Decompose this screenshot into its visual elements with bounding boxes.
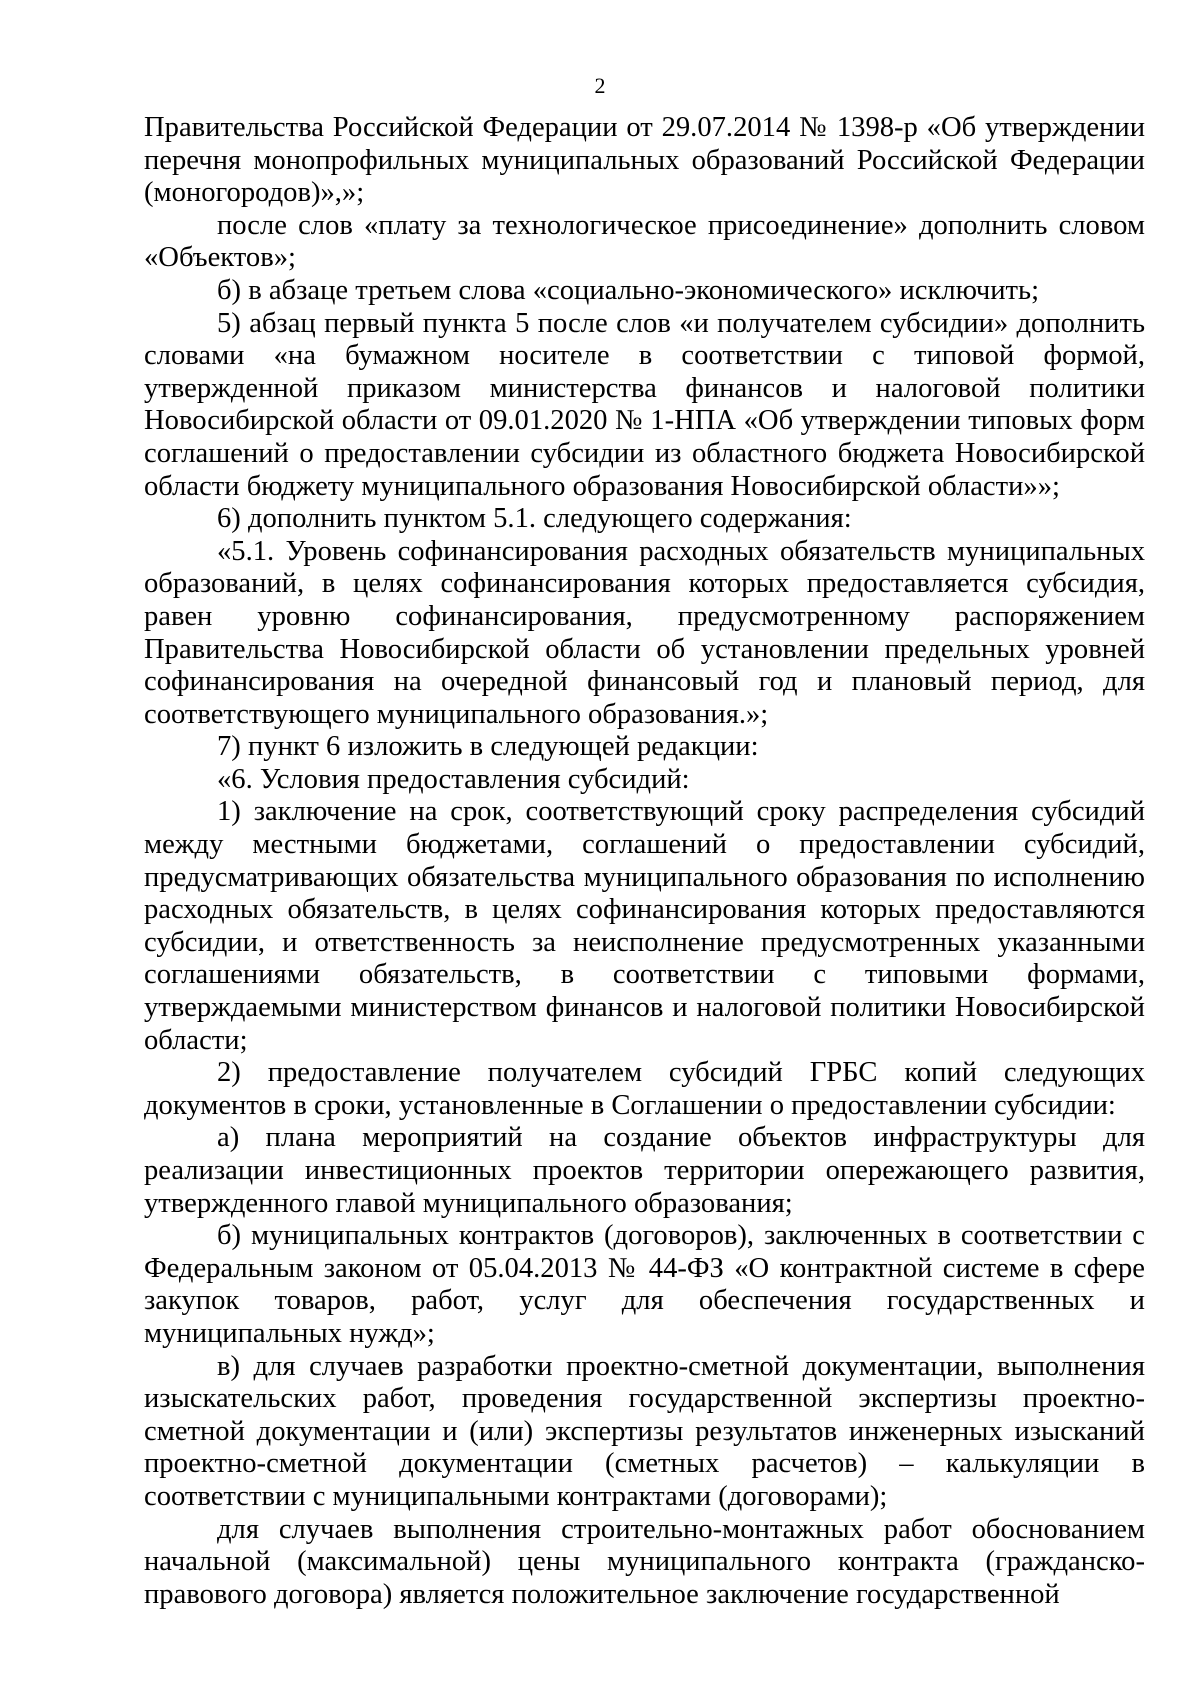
paragraph: б) муниципальных контрактов (договоров), заключенных в соответствии с Федеральным законом от 05.04.2013 № 44-ФЗ «О контрактной системе в сфере закупок товаров, работ, услуг для обеспечения государственных и муниципальных нужд»;: [144, 1220, 1153, 1349]
paragraph: 1) заключение на срок, соответствующий сроку распределения субсидий между местными бюджетами, соглашений о предоставлении субсидий, предусматривающих обязательства муниципального образования по исполнению расходных обязательств, в целях софинансирования которых предоставляются субсидии, и ответственность за неисполнение предусмотренных указанными соглашениями обязательств, в соответствии с типовыми формами, утверждаемыми министерством финансов и налоговой политики Новосибирской области;: [144, 796, 1153, 1056]
paragraph: 6) дополнить пунктом 5.1. следующего содержания:: [217, 503, 852, 535]
document-body: [144, 112, 1153, 1611]
paragraph: б) в абзаце третьем слова «социально-экономического» исключить;: [217, 274, 1040, 306]
paragraph: для случаев выполнения строительно-монтажных работ обоснованием начальной (максимальной) цены муниципального контракта (гражданско-правового договора) является положительное заключение государственной: [144, 1513, 1153, 1610]
paragraph: после слов «плату за технологическое присоединение» дополнить словом «Объектов»;: [144, 209, 1153, 274]
paragraph: а) плана мероприятий на создание объектов инфраструктуры для реализации инвестиционных проектов территории опережающего развития, утвержденного главой муниципального образования;: [144, 1122, 1153, 1219]
paragraph: «5.1. Уровень софинансирования расходных обязательств муниципальных образований, в целях софинансирования которых предоставляется субсидия, равен уровню софинансирования, предусмотренному распоряжением Правительства Новосибирской области об установлении предельных уровней софинансирования на очередной финансовый год и плановый период, для соответствующего муниципального образования.»;: [144, 535, 1153, 730]
paragraph: в) для случаев разработки проектно-сметной документации, выполнения изыскательских работ, проведения государственной экспертизы проектно-сметной документации и (или) экспертизы результатов инженерных изысканий проектно-сметной документации (сметных расчетов) – калькуляции в соответствии с муниципальными контрактами (договорами);: [144, 1350, 1153, 1512]
paragraph: «6. Условия предоставления субсидий:: [217, 763, 690, 795]
paragraph: 2) предоставление получателем субсидий ГРБС копий следующих документов в сроки, установленные в Соглашении о предоставлении субсидии:: [144, 1057, 1153, 1121]
paragraph: Правительства Российской Федерации от 29.07.2014 № 1398-р «Об утверждении перечня монопрофильных муниципальных образований Российской Федерации (моногородов)»,»;: [144, 112, 1153, 209]
paragraph: 5) абзац первый пункта 5 после слов «и получателем субсидии» дополнить словами «на бумажном носителе в соответствии с типовой формой, утвержденной приказом министерства финансов и налоговой политики Новосибирской области от 09.01.2020 № 1-НПА «Об утверждении типовых форм соглашений о предоставлении субсидии из областного бюджета Новосибирской области бюджету муниципального образования Новосибирской области»»;: [144, 307, 1153, 502]
page-number: 2: [594, 73, 606, 98]
paragraph: 7) пункт 6 изложить в следующей редакции:: [217, 731, 759, 763]
